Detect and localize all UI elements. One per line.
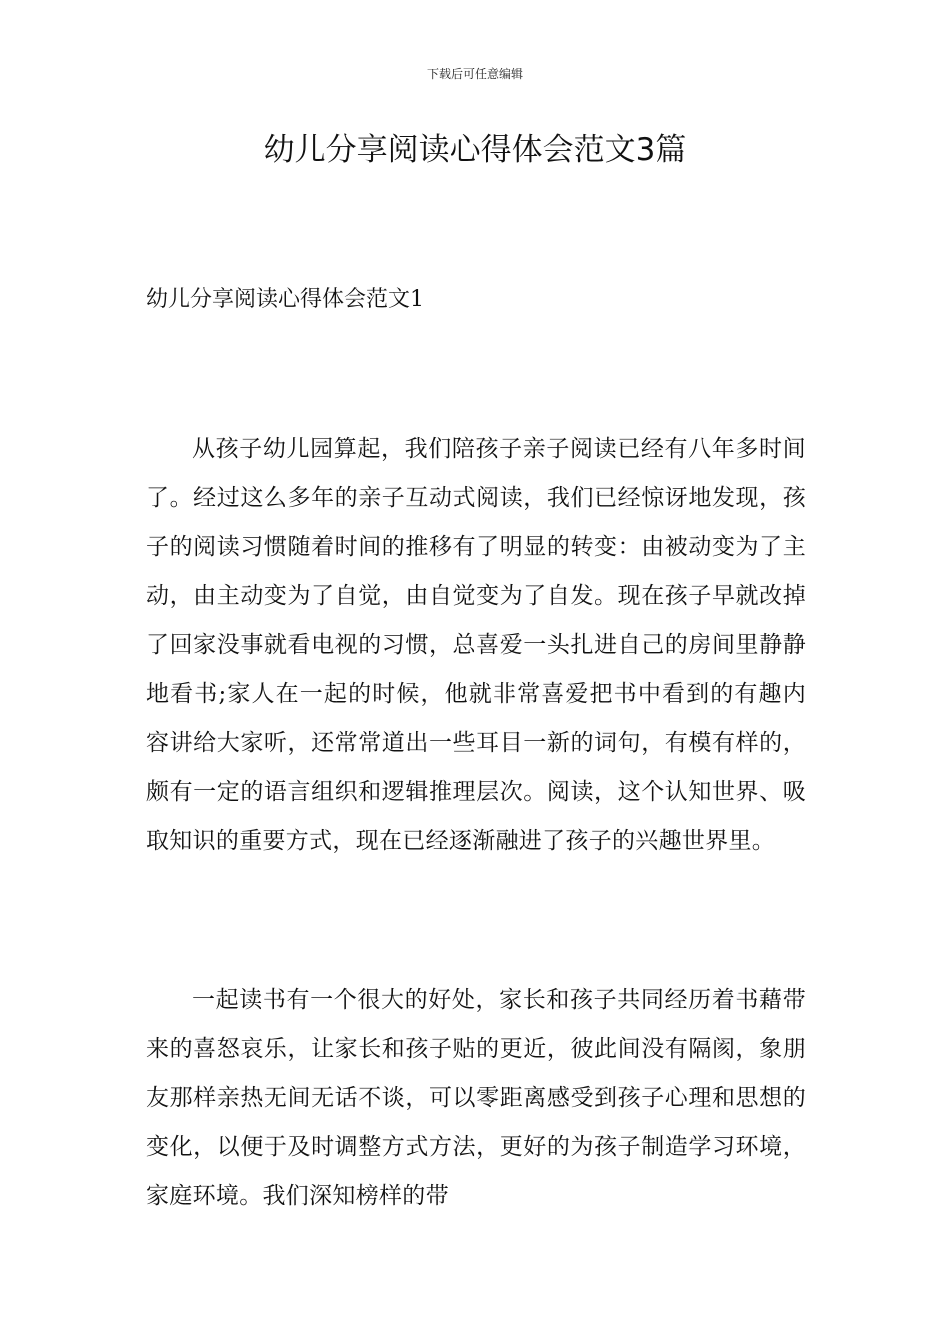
header-note: 下载后可任意编辑 xyxy=(426,67,523,81)
document-title: 幼儿分享阅读心得体会范文3篇 xyxy=(263,132,687,168)
body-paragraph: 一起读书有一个很大的好处，家长和孩子共同经历着书藉带来的喜怒哀乐，让家长和孩子贴的更近，彼此间没有隔阂，象朋友那样亲热无间无话不谈，可以零距离感受到孩子心理和思想的变化，以便于及时调整方式方法，更好的为孩子制造学习环境，家庭环境。我们深知榜样的带 xyxy=(146,987,806,1209)
section-heading: 幼儿分享阅读心得体会范文1 xyxy=(146,287,424,312)
body-paragraph: 从孩子幼儿园算起，我们陪孩子亲子阅读已经有八年多时间了。经过这么多年的亲子互动式阅读，我们已经惊讶地发现，孩子的阅读习惯随着时间的推移有了明显的转变：由被动变为了主动，由主动变为了自觉，由自觉变为了自发。现在孩子早就改掉了回家没事就看电视的习惯，总喜爱一头扎进自己的房间里静静地看书;家人在一起的时候，他就非常喜爱把书中看到的有趣内容讲给大家听，还常常道出一些耳目一新的词句，有模有样的，颇有一定的语言组织和逻辑推理层次。阅读，这个认知世界、吸取知识的重要方式，现在已经逐渐融进了孩子的兴趣世界里。 xyxy=(146,436,806,854)
